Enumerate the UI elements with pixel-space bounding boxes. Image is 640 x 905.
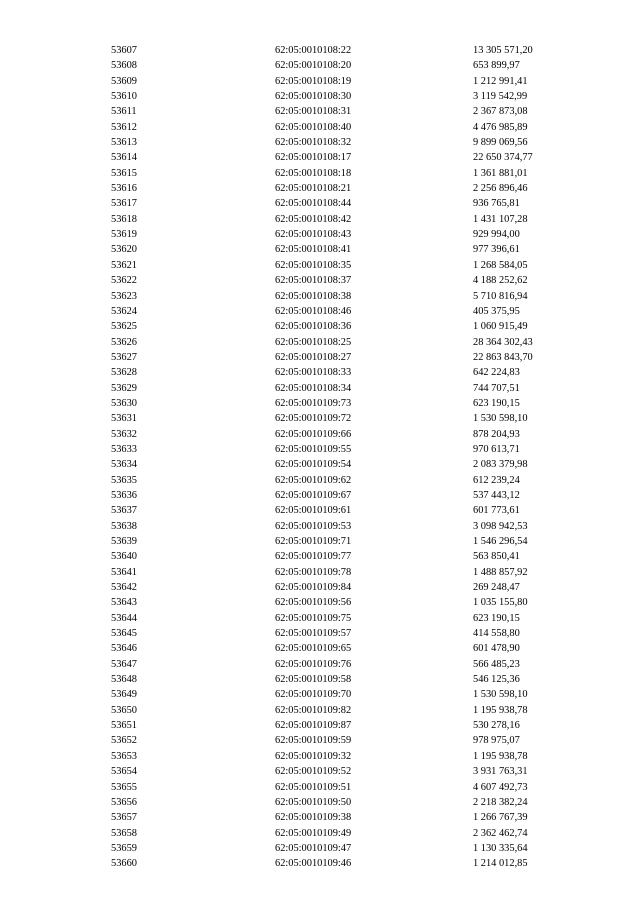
cadastral-number-cell: 62:05:0010109:50 [275,796,352,808]
cadastral-value-cell: 22 650 374,77 [473,152,533,164]
record-number-cell: 53615 [111,167,137,179]
record-number-cell: 53624 [111,305,137,317]
cadastral-number-cell: 62:05:0010108:31 [275,106,352,118]
cadastral-number-cell: 62:05:0010109:73 [275,397,352,409]
record-number-cell: 53660 [111,858,137,870]
record-number-cell: 53631 [111,413,137,425]
cadastral-number-cell: 62:05:0010109:56 [275,597,352,609]
record-number-cell: 53619 [111,229,137,241]
table-row [0,429,640,444]
cadastral-number-cell: 62:05:0010109:72 [275,413,352,425]
record-number-cell: 53646 [111,643,137,655]
table-row [0,45,640,60]
cadastral-value-cell: 612 239,24 [473,474,520,486]
table-row [0,505,640,520]
table-row [0,459,640,474]
cadastral-value-cell: 22 863 843,70 [473,351,533,363]
cadastral-number-cell: 62:05:0010108:19 [275,75,352,87]
record-number-cell: 53622 [111,275,137,287]
cadastral-value-cell: 13 305 571,20 [473,45,533,56]
cadastral-value-cell: 1 035 155,80 [473,597,528,609]
cadastral-number-cell: 62:05:0010108:43 [275,229,352,241]
record-number-cell: 53617 [111,198,137,210]
record-number-cell: 53654 [111,766,137,778]
table-row [0,828,640,843]
cadastral-number-cell: 62:05:0010109:87 [275,720,352,732]
cadastral-number-cell: 62:05:0010108:18 [275,167,352,179]
table-row [0,168,640,183]
cadastral-number-cell: 62:05:0010108:22 [275,45,352,56]
record-number-cell: 53629 [111,382,137,394]
record-number-cell: 53635 [111,474,137,486]
cadastral-number-cell: 62:05:0010109:57 [275,628,352,640]
cadastral-value-cell: 2 218 382,24 [473,796,528,808]
record-number-cell: 53634 [111,459,137,471]
cadastral-value-cell: 936 765,81 [473,198,520,210]
table-row [0,321,640,336]
table-row [0,643,640,658]
record-number-cell: 53650 [111,704,137,716]
record-number-cell: 53651 [111,720,137,732]
cadastral-number-cell: 62:05:0010108:17 [275,152,352,164]
record-number-cell: 53641 [111,566,137,578]
cadastral-number-cell: 62:05:0010108:46 [275,305,352,317]
table-row [0,475,640,490]
cadastral-number-cell: 62:05:0010109:78 [275,566,352,578]
cadastral-number-cell: 62:05:0010109:66 [275,428,352,440]
cadastral-number-cell: 62:05:0010109:82 [275,704,352,716]
cadastral-value-cell: 1 546 296,54 [473,536,528,547]
table-row [0,383,640,398]
table-row [0,628,640,643]
record-number-cell: 53614 [111,152,137,164]
cadastral-number-cell: 62:05:0010109:59 [275,735,352,747]
table-row [0,337,640,352]
record-number-cell: 53645 [111,628,137,640]
table-row [0,244,640,259]
table-row [0,229,640,244]
table-row [0,674,640,689]
cadastral-value-cell: 977 396,61 [473,244,520,256]
table-row [0,122,640,137]
cadastral-value-cell: 1 195 938,78 [473,704,528,716]
record-number-cell: 53611 [111,106,137,118]
cadastral-number-cell: 62:05:0010109:51 [275,781,352,793]
cadastral-value-cell: 1 431 107,28 [473,213,528,225]
table-row [0,843,640,858]
cadastral-value-cell: 1 488 857,92 [473,566,528,578]
cadastral-value-cell: 744 707,51 [473,382,520,394]
cadastral-value-cell: 1 060 915,49 [473,321,528,333]
table-row [0,198,640,213]
cadastral-value-cell: 269 248,47 [473,582,520,594]
cadastral-number-cell: 62:05:0010108:25 [275,336,352,348]
cadastral-number-cell: 62:05:0010109:84 [275,582,352,594]
table-row [0,352,640,367]
cadastral-value-cell: 1 266 767,39 [473,812,528,824]
record-number-cell: 53610 [111,91,137,103]
record-number-cell: 53638 [111,520,137,532]
table-row [0,735,640,750]
cadastral-value-cell: 2 367 873,08 [473,106,528,118]
cadastral-number-cell: 62:05:0010109:62 [275,474,352,486]
table-row [0,858,640,873]
record-number-cell: 53655 [111,781,137,793]
cadastral-number-cell: 62:05:0010108:36 [275,321,352,333]
cadastral-value-cell: 405 375,95 [473,305,520,317]
table-row [0,705,640,720]
record-number-cell: 53613 [111,137,137,149]
table-row [0,490,640,505]
cadastral-value-cell: 2 083 379,98 [473,459,528,471]
cadastral-number-cell: 62:05:0010109:53 [275,520,352,532]
record-number-cell: 53639 [111,536,137,547]
table-row [0,260,640,275]
data-table [0,45,640,874]
table-row [0,275,640,290]
record-number-cell: 53649 [111,689,137,701]
cadastral-number-cell: 62:05:0010108:44 [275,198,352,210]
table-row [0,689,640,704]
cadastral-value-cell: 1 268 584,05 [473,259,528,271]
record-number-cell: 53640 [111,551,137,563]
cadastral-value-cell: 546 125,36 [473,674,520,686]
cadastral-value-cell: 1 214 012,85 [473,858,528,870]
cadastral-number-cell: 62:05:0010108:34 [275,382,352,394]
record-number-cell: 53620 [111,244,137,256]
cadastral-number-cell: 62:05:0010108:33 [275,367,352,379]
table-row [0,91,640,106]
table-row [0,797,640,812]
table-row [0,521,640,536]
record-number-cell: 53653 [111,750,137,762]
record-number-cell: 53609 [111,75,137,87]
table-row [0,106,640,121]
table-row [0,152,640,167]
cadastral-value-cell: 1 195 938,78 [473,750,528,762]
cadastral-number-cell: 62:05:0010109:54 [275,459,352,471]
cadastral-number-cell: 62:05:0010109:75 [275,612,352,624]
cadastral-value-cell: 978 975,07 [473,735,520,747]
cadastral-value-cell: 3 098 942,53 [473,520,528,532]
record-number-cell: 53616 [111,183,137,195]
cadastral-value-cell: 1 530 598,10 [473,413,528,425]
cadastral-value-cell: 530 278,16 [473,720,520,732]
table-row [0,367,640,382]
record-number-cell: 53632 [111,428,137,440]
record-number-cell: 53618 [111,213,137,225]
record-number-cell: 53656 [111,796,137,808]
cadastral-number-cell: 62:05:0010109:76 [275,658,352,670]
cadastral-value-cell: 642 224,83 [473,367,520,379]
cadastral-number-cell: 62:05:0010109:52 [275,766,352,778]
cadastral-number-cell: 62:05:0010109:46 [275,858,352,870]
cadastral-number-cell: 62:05:0010109:70 [275,689,352,701]
record-number-cell: 53628 [111,367,137,379]
cadastral-number-cell: 62:05:0010108:21 [275,183,352,195]
record-number-cell: 53630 [111,397,137,409]
table-row [0,306,640,321]
cadastral-number-cell: 62:05:0010108:27 [275,351,352,363]
table-row [0,214,640,229]
table-row [0,183,640,198]
table-row [0,398,640,413]
cadastral-value-cell: 3 931 763,31 [473,766,528,778]
table-row [0,413,640,428]
cadastral-value-cell: 414 558,80 [473,628,520,640]
cadastral-number-cell: 62:05:0010109:77 [275,551,352,563]
table-row [0,659,640,674]
cadastral-number-cell: 62:05:0010109:32 [275,750,352,762]
cadastral-value-cell: 2 256 896,46 [473,183,528,195]
record-number-cell: 53658 [111,827,137,839]
table-row [0,567,640,582]
cadastral-value-cell: 653 899,97 [473,60,520,72]
cadastral-value-cell: 3 119 542,99 [473,91,528,103]
cadastral-value-cell: 601 773,61 [473,505,520,517]
cadastral-number-cell: 62:05:0010108:20 [275,60,352,72]
cadastral-number-cell: 62:05:0010108:40 [275,121,352,133]
record-number-cell: 53633 [111,443,137,455]
table-row [0,551,640,566]
cadastral-value-cell: 537 443,12 [473,489,520,501]
cadastral-value-cell: 563 850,41 [473,551,520,563]
table-row [0,782,640,797]
cadastral-value-cell: 970 613,71 [473,443,520,455]
cadastral-number-cell: 62:05:0010109:55 [275,443,352,455]
table-row [0,720,640,735]
table-row [0,751,640,766]
cadastral-number-cell: 62:05:0010109:71 [275,536,352,547]
cadastral-number-cell: 62:05:0010108:42 [275,213,352,225]
table-row [0,60,640,75]
cadastral-number-cell: 62:05:0010109:49 [275,827,352,839]
record-number-cell: 53608 [111,60,137,72]
table-row [0,597,640,612]
record-number-cell: 53652 [111,735,137,747]
record-number-cell: 53659 [111,842,137,854]
cadastral-value-cell: 929 994,00 [473,229,520,241]
cadastral-value-cell: 1 212 991,41 [473,75,528,87]
cadastral-value-cell: 623 190,15 [473,397,520,409]
table-row [0,76,640,91]
cadastral-value-cell: 2 362 462,74 [473,827,528,839]
cadastral-value-cell: 5 710 816,94 [473,290,528,302]
cadastral-value-cell: 623 190,15 [473,612,520,624]
table-row [0,582,640,597]
cadastral-value-cell: 9 899 069,56 [473,137,528,149]
record-number-cell: 53647 [111,658,137,670]
cadastral-value-cell: 4 188 252,62 [473,275,528,287]
cadastral-number-cell: 62:05:0010108:38 [275,290,352,302]
record-number-cell: 53644 [111,612,137,624]
cadastral-value-cell: 566 485,23 [473,658,520,670]
cadastral-number-cell: 62:05:0010109:38 [275,812,352,824]
record-number-cell: 53636 [111,489,137,501]
cadastral-number-cell: 62:05:0010108:37 [275,275,352,287]
cadastral-value-cell: 1 130 335,64 [473,842,528,854]
cadastral-number-cell: 62:05:0010108:41 [275,244,352,256]
table-row [0,291,640,306]
record-number-cell: 53625 [111,321,137,333]
table-row [0,137,640,152]
record-number-cell: 53623 [111,290,137,302]
cadastral-value-cell: 1 530 598,10 [473,689,528,701]
record-number-cell: 53626 [111,336,137,348]
record-number-cell: 53648 [111,674,137,686]
cadastral-value-cell: 28 364 302,43 [473,336,533,348]
cadastral-number-cell: 62:05:0010109:58 [275,674,352,686]
cadastral-value-cell: 1 361 881,01 [473,167,528,179]
cadastral-number-cell: 62:05:0010108:30 [275,91,352,103]
cadastral-number-cell: 62:05:0010108:35 [275,259,352,271]
table-row [0,766,640,781]
record-number-cell: 53637 [111,505,137,517]
record-number-cell: 53612 [111,121,137,133]
cadastral-value-cell: 878 204,93 [473,428,520,440]
cadastral-number-cell: 62:05:0010108:32 [275,137,352,149]
record-number-cell: 53643 [111,597,137,609]
cadastral-number-cell: 62:05:0010109:65 [275,643,352,655]
cadastral-value-cell: 4 476 985,89 [473,121,528,133]
cadastral-number-cell: 62:05:0010109:67 [275,489,352,501]
cadastral-value-cell: 601 478,90 [473,643,520,655]
table-row [0,536,640,551]
record-number-cell: 53627 [111,351,137,363]
record-number-cell: 53621 [111,259,137,271]
record-number-cell: 53607 [111,45,137,56]
record-number-cell: 53657 [111,812,137,824]
cadastral-number-cell: 62:05:0010109:61 [275,505,352,517]
table-row [0,812,640,827]
record-number-cell: 53642 [111,582,137,594]
table-row [0,444,640,459]
cadastral-number-cell: 62:05:0010109:47 [275,842,352,854]
cadastral-value-cell: 4 607 492,73 [473,781,528,793]
table-row [0,613,640,628]
